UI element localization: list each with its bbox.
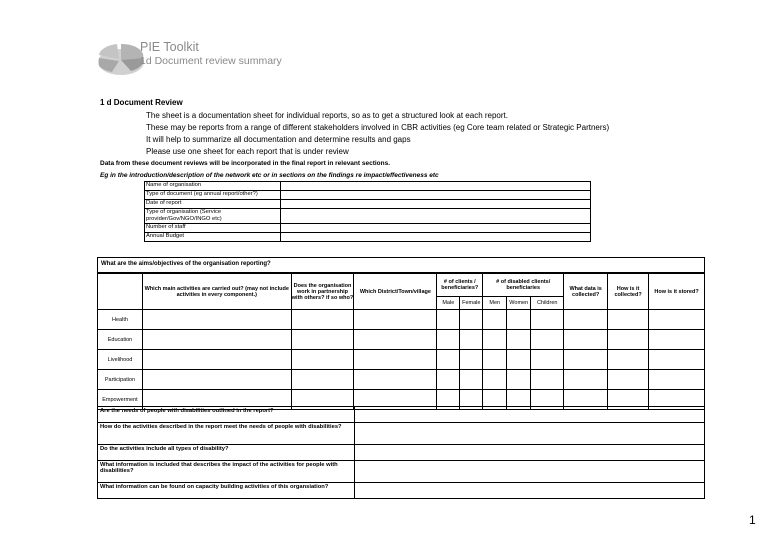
male-header: Male bbox=[437, 297, 460, 310]
data-cell[interactable] bbox=[437, 310, 460, 330]
data-cell[interactable] bbox=[531, 370, 564, 390]
table-row bbox=[98, 370, 705, 390]
row-label: Participation bbox=[98, 370, 143, 390]
aims-question: What are the aims/objectives of the organisation reporting? bbox=[97, 257, 705, 273]
question-label: Are the needs of people with disabilities outlined in the report? bbox=[98, 407, 355, 423]
data-cell[interactable] bbox=[142, 310, 291, 330]
data-cell[interactable] bbox=[608, 330, 649, 350]
data-cell[interactable] bbox=[437, 330, 460, 350]
info-row bbox=[145, 209, 591, 224]
info-label: Type of document (eg annual report/other?) bbox=[145, 191, 281, 200]
data-cell[interactable] bbox=[354, 370, 437, 390]
question-label: What information can be found on capacity building activities of this organsiation? bbox=[98, 483, 355, 499]
data-cell[interactable] bbox=[460, 310, 483, 330]
data-cell[interactable] bbox=[483, 350, 507, 370]
info-row bbox=[145, 224, 591, 233]
data-cell[interactable] bbox=[483, 310, 507, 330]
data-cell[interactable] bbox=[291, 350, 354, 370]
data-cell[interactable] bbox=[437, 350, 460, 370]
answer-cell[interactable] bbox=[354, 407, 704, 423]
answer-cell[interactable] bbox=[354, 445, 704, 461]
info-label: Type of organisation (Service provider/Gov/NGO/INGO etc) bbox=[145, 209, 281, 224]
info-value-cell[interactable] bbox=[281, 224, 591, 233]
data-cell[interactable] bbox=[291, 310, 354, 330]
data-cell[interactable] bbox=[354, 330, 437, 350]
section-title: 1 d Document Review bbox=[100, 98, 183, 107]
data-cell[interactable] bbox=[291, 330, 354, 350]
question-label: Do the activities include all types of disability? bbox=[98, 445, 355, 461]
note-italic: Eg in the introduction/description of the network etc or in sections on the findings re impact/effectiveness etc bbox=[100, 172, 439, 179]
data-cell[interactable] bbox=[608, 370, 649, 390]
info-value-cell[interactable] bbox=[281, 191, 591, 200]
question-row bbox=[98, 483, 705, 499]
data-cell[interactable] bbox=[460, 370, 483, 390]
organisation-info-table bbox=[144, 181, 591, 242]
row-label: Livelihood bbox=[98, 350, 143, 370]
question-row bbox=[98, 461, 705, 483]
row-label: Education bbox=[98, 330, 143, 350]
data-cell[interactable] bbox=[564, 330, 608, 350]
pie-chart-logo-icon bbox=[96, 38, 146, 78]
intro-line: These may be reports from a range of different stakeholders involved in CBR activities (eg Core team related or Strategic Partners) bbox=[146, 123, 610, 132]
info-label: Date of report bbox=[145, 200, 281, 209]
intro-line: The sheet is a documentation sheet for individual reports, so as to get a structured look at each report. bbox=[146, 111, 508, 120]
table-row bbox=[98, 350, 705, 370]
data-cell[interactable] bbox=[142, 330, 291, 350]
table-row bbox=[98, 310, 705, 330]
data-cell[interactable] bbox=[531, 310, 564, 330]
info-row bbox=[145, 191, 591, 200]
how-collected-header: How is it collected? bbox=[608, 274, 649, 310]
note-bold: Data from these document reviews will be incorporated in the final report in relevant sections. bbox=[100, 160, 391, 167]
row-label-header bbox=[98, 274, 143, 310]
data-cell[interactable] bbox=[564, 350, 608, 370]
toolkit-title: PIE Toolkit bbox=[140, 40, 199, 54]
info-row bbox=[145, 182, 591, 191]
row-label: Empowerment bbox=[98, 390, 143, 410]
data-cell[interactable] bbox=[507, 330, 531, 350]
question-label: What information is included that describes the impact of the activities for people with disabilities? bbox=[98, 461, 355, 483]
data-cell[interactable] bbox=[608, 350, 649, 370]
data-cell[interactable] bbox=[507, 310, 531, 330]
question-row bbox=[98, 445, 705, 461]
clients-header: # of clients / beneficiaries? bbox=[437, 274, 483, 297]
intro-line: Please use one sheet for each report that is under review bbox=[146, 147, 349, 156]
info-row bbox=[145, 200, 591, 209]
data-cell[interactable] bbox=[649, 330, 705, 350]
info-label: Number of staff bbox=[145, 224, 281, 233]
data-cell[interactable] bbox=[564, 370, 608, 390]
data-cell[interactable] bbox=[483, 330, 507, 350]
data-cell[interactable] bbox=[354, 310, 437, 330]
men-header: Men bbox=[483, 297, 507, 310]
questions-table bbox=[97, 406, 705, 499]
info-value-cell[interactable] bbox=[281, 200, 591, 209]
toolkit-subtitle: 1d Document review summary bbox=[140, 55, 282, 67]
data-cell[interactable] bbox=[354, 350, 437, 370]
how-stored-header: How is it stored? bbox=[649, 274, 705, 310]
info-row bbox=[145, 233, 591, 242]
page-number: 1 bbox=[749, 513, 756, 527]
data-cell[interactable] bbox=[564, 310, 608, 330]
data-cell[interactable] bbox=[507, 370, 531, 390]
data-cell[interactable] bbox=[531, 330, 564, 350]
children-header: Children bbox=[531, 297, 564, 310]
info-label: Annual Budget bbox=[145, 233, 281, 242]
partnership-header: Does the organisation work in partnership with others? if so who? bbox=[291, 274, 354, 310]
info-label: Name of organisation bbox=[145, 182, 281, 191]
data-cell[interactable] bbox=[483, 370, 507, 390]
main-activities-header: Which main activities are carried out? (may not include activities in every component.) bbox=[142, 274, 291, 310]
data-cell[interactable] bbox=[291, 370, 354, 390]
disabled-clients-header: # of disabled clients/ beneficiaries bbox=[483, 274, 564, 297]
answer-cell[interactable] bbox=[354, 423, 704, 445]
question-row bbox=[98, 407, 705, 423]
question-label: How do the activities described in the report meet the needs of people with disabilities? bbox=[98, 423, 355, 445]
data-cell[interactable] bbox=[649, 370, 705, 390]
district-header: Which District/Town/village bbox=[354, 274, 437, 310]
data-cell[interactable] bbox=[460, 350, 483, 370]
data-cell[interactable] bbox=[649, 350, 705, 370]
data-collected-header: What data is collected? bbox=[564, 274, 608, 310]
data-cell[interactable] bbox=[649, 310, 705, 330]
activities-table bbox=[97, 273, 705, 410]
table-row bbox=[98, 330, 705, 350]
question-row bbox=[98, 423, 705, 445]
data-cell[interactable] bbox=[531, 350, 564, 370]
data-cell[interactable] bbox=[142, 370, 291, 390]
female-header: Female bbox=[460, 297, 483, 310]
data-cell[interactable] bbox=[460, 330, 483, 350]
info-value-cell[interactable] bbox=[281, 182, 591, 191]
answer-cell[interactable] bbox=[354, 483, 704, 499]
answer-cell[interactable] bbox=[354, 461, 704, 483]
data-cell[interactable] bbox=[507, 350, 531, 370]
women-header: Women bbox=[507, 297, 531, 310]
data-cell[interactable] bbox=[437, 370, 460, 390]
data-cell[interactable] bbox=[608, 310, 649, 330]
info-value-cell[interactable] bbox=[281, 209, 591, 224]
info-value-cell[interactable] bbox=[281, 233, 591, 242]
row-label: Health bbox=[98, 310, 143, 330]
intro-line: It will help to summarize all documentation and determine results and gaps bbox=[146, 135, 411, 144]
data-cell[interactable] bbox=[142, 350, 291, 370]
